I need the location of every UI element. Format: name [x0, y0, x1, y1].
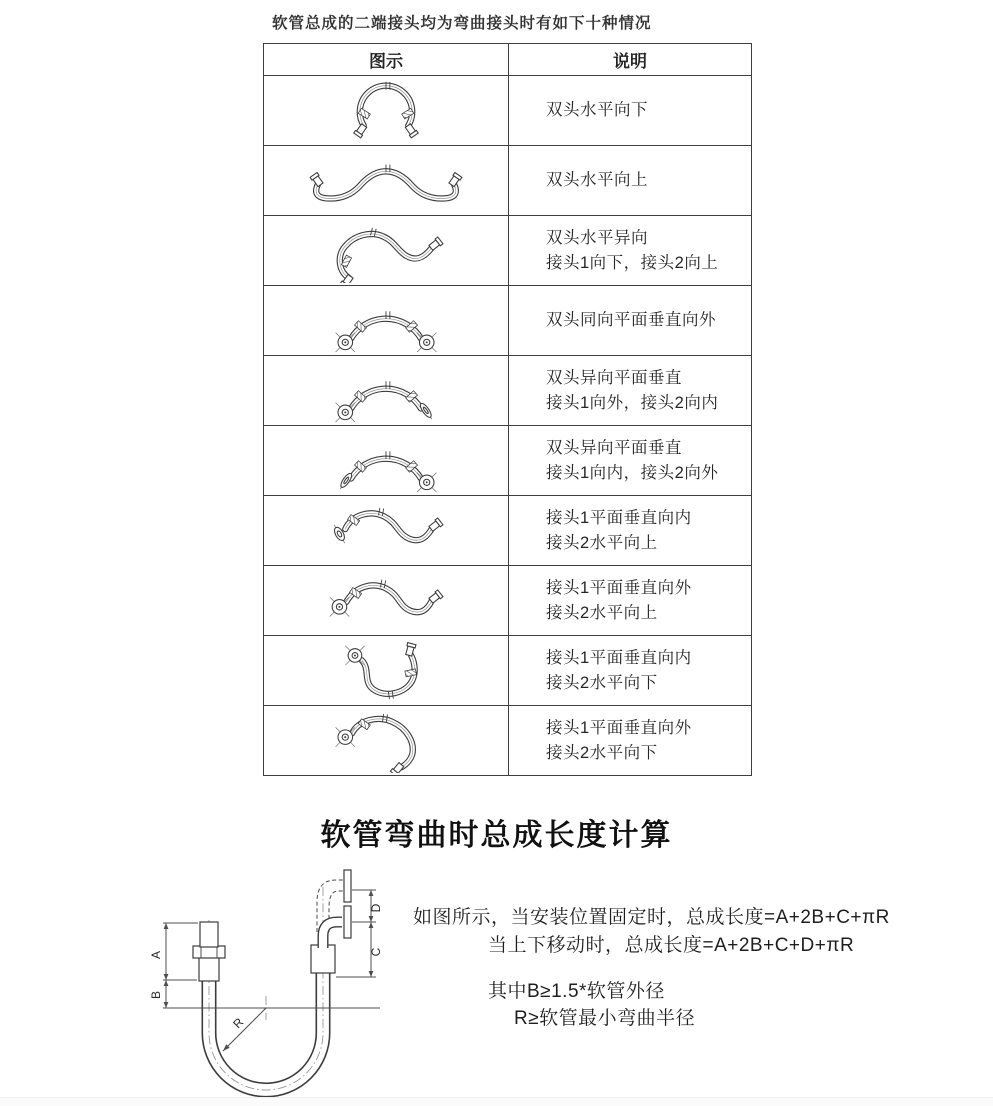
row-desc-line1: 接头1平面垂直向内: [546, 508, 692, 527]
page-bottom-edge: [0, 1097, 993, 1106]
formula-fixed-position: 如图所示，当安装位置固定时，总成长度=A+2B+C+πR: [413, 907, 890, 928]
row-desc-line2: 接头2水平向下: [546, 673, 658, 692]
row-desc-line1: 接头1平面垂直向内: [546, 648, 692, 667]
row-desc-line1: 双头水平向下: [546, 101, 648, 119]
header-illustration: 图示: [369, 52, 403, 71]
table-row: [264, 636, 751, 706]
header-description: 说明: [508, 44, 751, 75]
row-desc-line2: 接头1向外，接头2向内: [546, 393, 719, 412]
radius-annotation: [223, 996, 266, 1051]
dimension-lines-right: [336, 890, 383, 977]
hose-wave-both-ends-up-drawing: [271, 149, 501, 213]
row-desc-line1: 双头水平异向: [546, 228, 648, 247]
hose-s-flange1-in-end2-up-drawing: [271, 499, 501, 563]
row-desc-line1: 双头异向平面垂直: [546, 368, 682, 387]
hose-config-table: [263, 43, 752, 776]
row-desc-line2: 接头1向内，接头2向外: [546, 463, 719, 482]
row-desc-line2: 接头1向下，接头2向上: [546, 253, 719, 272]
table-row: [264, 286, 751, 356]
hose-arch-flange1-out-end2-down-drawing: [271, 709, 501, 773]
row-desc-line1: 接头1平面垂直向外: [546, 578, 692, 597]
straight-fitting: [193, 922, 225, 981]
note-r-constraint: R≥软管最小弯曲半径: [514, 1008, 696, 1029]
hose-length-diagram: [128, 860, 398, 1106]
row-desc-line2: 接头2水平向下: [546, 743, 658, 762]
hose-s-flange1-out-end2-up-drawing: [271, 569, 501, 633]
dim-label-b: B: [149, 990, 163, 1000]
dim-label-r: R: [230, 1015, 247, 1032]
crimp-sleeve: [311, 945, 335, 973]
hose-arch-flange1-in-flange2-out-drawing: [271, 429, 501, 493]
row-desc-line1: 双头异向平面垂直: [546, 438, 682, 457]
calc-section-heading: 软管弯曲时总成长度计算: [320, 819, 673, 852]
length-formulas: [413, 905, 890, 1031]
dim-label-c: C: [369, 947, 383, 957]
table-row: [264, 426, 751, 496]
table-row: [264, 356, 751, 426]
row-desc-line1: 双头同向平面垂直向外: [546, 311, 716, 329]
table-header-row: [264, 44, 751, 76]
dim-label-a: A: [149, 950, 163, 960]
note-b-constraint: 其中B≥1.5*软管外径: [488, 981, 665, 1002]
hose-hook-flange1-in-end2-down-drawing: [271, 639, 501, 703]
hose-s-curve-end1-down-end2-up-drawing: [271, 219, 501, 283]
row-desc-line1: 双头水平向上: [546, 171, 648, 189]
hose-arch-both-ends-down-drawing: [271, 79, 501, 143]
row-desc-line2: 接头2水平向上: [546, 603, 658, 622]
table-row: [264, 76, 751, 146]
row-desc-line2: 接头2水平向上: [546, 533, 658, 552]
row-desc-line1: 接头1平面垂直向外: [546, 718, 692, 737]
hose-u-bend: [209, 885, 323, 1090]
table-row: [264, 496, 751, 566]
formula-moving-position: 当上下移动时，总成长度=A+2B+C+D+πR: [488, 935, 855, 956]
table-row: [264, 566, 751, 636]
hose-arch-flanges-both-outward-drawing: [271, 289, 501, 353]
hose-arch-flange1-out-flange2-in-drawing: [271, 359, 501, 423]
table-row: [264, 706, 751, 775]
table-row: [264, 216, 751, 286]
page-title: 软管总成的二端接头均为弯曲接头时有如下十种情况: [272, 15, 652, 32]
elbow-fitting: [323, 906, 351, 948]
table-row: [264, 146, 751, 216]
dim-label-d: D: [369, 903, 383, 913]
